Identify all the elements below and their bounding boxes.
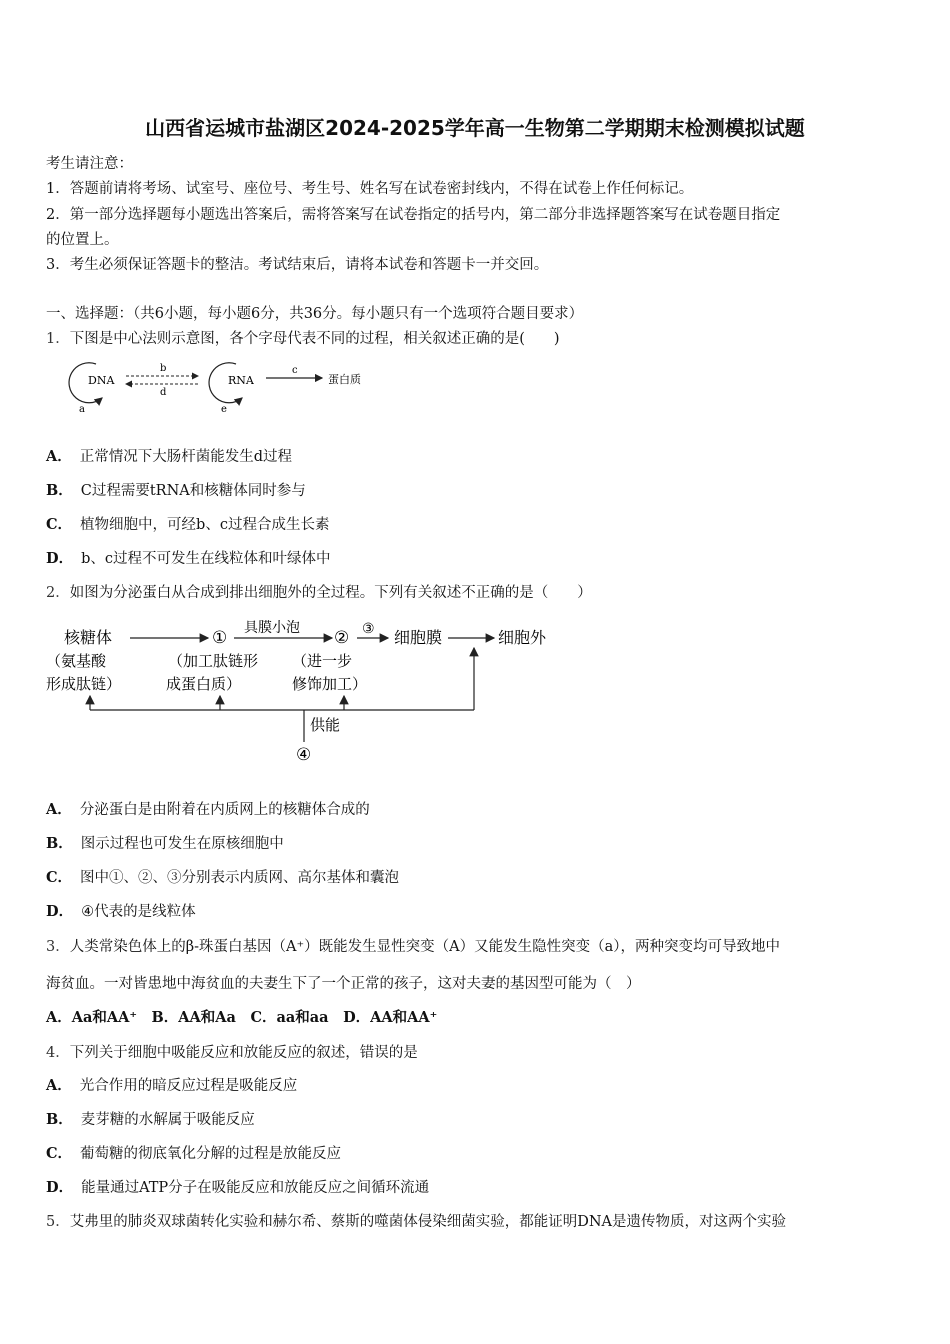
question-number: 1． <box>46 331 70 347</box>
label-a: a <box>79 404 85 415</box>
question-1-stem <box>46 327 560 348</box>
q4-option-b <box>46 1108 255 1129</box>
question-3-stem <box>46 935 780 956</box>
option-text: 图示过程也可发生在原核细胞中 <box>80 836 284 852</box>
question-5-stem <box>46 1210 786 1231</box>
outside-label: 细胞外 <box>498 628 547 647</box>
q2-option-d <box>46 900 196 921</box>
node-3: ③ <box>362 621 375 637</box>
option-text: b、c过程不可发生在线粒体和叶绿体中 <box>81 551 331 567</box>
q2-option-c <box>46 866 399 887</box>
central-dogma-diagram <box>56 352 386 416</box>
section-heading: 一、选择题：（共6小题，每小题6分，共36分。每小题只有一个选项符合题目要求） <box>46 306 584 322</box>
question-text: 如图为分泌蛋白从合成到排出细胞外的全过程。下列有关叙述不正确的是（ ） <box>69 585 592 601</box>
notice-heading: 考生请注意： <box>46 156 133 172</box>
option-letter: D． <box>46 550 74 567</box>
q1-option-c <box>46 513 329 534</box>
ribosome-label: 核糖体 <box>64 628 113 647</box>
label-d: d <box>160 387 167 398</box>
option-letter: B． <box>46 1111 73 1128</box>
option-letter: A． <box>46 448 72 465</box>
question-number: 5． <box>46 1214 70 1230</box>
notice-item-2: 2．第一部分选择题每小题选出答案后，需将答案写在试卷指定的括号内，第二部分非选择题答案写在试卷题目指定 <box>46 207 781 223</box>
question-number: 4． <box>46 1045 70 1061</box>
membrane-label: 细胞膜 <box>394 628 443 647</box>
label-b: b <box>160 363 167 374</box>
q4-option-c <box>46 1142 341 1163</box>
question-4-stem <box>46 1041 418 1062</box>
q1-option-d <box>46 547 330 568</box>
option-letter: A． <box>46 801 72 818</box>
question-text: 人类常染色体上的β-珠蛋白基因（A⁺）既能发生显性突变（A）又能发生隐性突变（a），两种突变均可导致地中 <box>69 939 781 955</box>
secretory-protein-diagram <box>44 616 584 766</box>
label-e: e <box>221 404 227 415</box>
option-text: ④代表的是线粒体 <box>81 904 196 920</box>
energy-label: 供能 <box>310 716 341 734</box>
ribosome-note-1: （氨基酸 <box>46 652 107 670</box>
node-1: ① <box>212 628 228 648</box>
option-letter: C． <box>46 516 73 533</box>
label-c: c <box>292 365 298 376</box>
option-letter: B． <box>46 835 73 852</box>
notice-item-1: 1．答题前请将考场、试室号、座位号、考生号、姓名写在试卷密封线内，不得在试卷上作任何标记。 <box>46 181 694 197</box>
question-text: 下图是中心法则示意图，各个字母代表不同的过程，相关叙述正确的是( ) <box>69 331 560 347</box>
option-text: 光合作用的暗反应过程是吸能反应 <box>79 1078 298 1094</box>
question-text: 下列关于细胞中吸能反应和放能反应的叙述，错误的是 <box>69 1045 418 1061</box>
node-2: ② <box>334 628 350 648</box>
question-3-stem-cont: 海贫血。一对皆患地中海贫血的夫妻生下了一个正常的孩子，这对夫妻的基因型可能为（ ） <box>46 976 641 992</box>
q2-option-a <box>46 798 370 819</box>
option-letter: D． <box>46 1179 74 1196</box>
node-1-note-1: （加工肽链形 <box>168 652 259 670</box>
option-text: 分泌蛋白是由附着在内质网上的核糖体合成的 <box>79 802 370 818</box>
q1-option-b <box>46 479 306 500</box>
option-text: 麦芽糖的水解属于吸能反应 <box>80 1112 255 1128</box>
q3-options: A．Aa和AA⁺ B．AA和Aa C．aa和aa D．AA和AA⁺ <box>46 1009 438 1026</box>
option-text: 能量通过ATP分子在吸能反应和放能反应之间循环流通 <box>81 1180 430 1196</box>
option-text: 图中①、②、③分别表示内质网、高尔基体和囊泡 <box>80 870 400 886</box>
page-title: 山西省运城市盐湖区2024-2025学年高一生物第二学期期末检测模拟试题 <box>145 116 805 140</box>
option-text: C过程需要tRNA和核糖体同时参与 <box>80 483 306 499</box>
option-letter: A． <box>46 1077 72 1094</box>
node-4: ④ <box>296 745 312 765</box>
question-number: 2． <box>46 585 70 601</box>
notice-item-2-cont: 的位置上。 <box>46 232 119 248</box>
vesicle-label: 具膜小泡 <box>244 620 300 636</box>
node-2-note-2: 修饰加工） <box>292 675 368 693</box>
option-letter: C． <box>46 1145 73 1162</box>
dna-label: DNA <box>88 374 115 387</box>
q4-option-a <box>46 1074 297 1095</box>
option-text: 正常情况下大肠杆菌能发生d过程 <box>79 449 293 465</box>
option-text: 植物细胞中，可经b、c过程合成生长素 <box>80 517 330 533</box>
q1-option-a <box>46 445 292 466</box>
option-text: 葡萄糖的彻底氧化分解的过程是放能反应 <box>80 1146 342 1162</box>
option-letter: D． <box>46 903 74 920</box>
node-1-note-2: 成蛋白质） <box>166 675 242 693</box>
question-2-stem <box>46 581 592 602</box>
option-letter: B． <box>46 482 73 499</box>
protein-label: 蛋白质 <box>328 373 361 386</box>
notice-item-3: 3．考生必须保证答题卡的整洁。考试结束后，请将本试卷和答题卡一并交回。 <box>46 257 549 273</box>
node-2-note-1: （进一步 <box>292 652 353 670</box>
option-letter: C． <box>46 869 73 886</box>
rna-label: RNA <box>228 374 254 387</box>
q4-option-d <box>46 1176 429 1197</box>
q2-option-b <box>46 832 284 853</box>
ribosome-note-2: 形成肽链） <box>46 675 122 693</box>
question-text: 艾弗里的肺炎双球菌转化实验和赫尔希、蔡斯的噬菌体侵染细菌实验，都能证明DNA是遗传物质，对这两个实验 <box>69 1214 787 1230</box>
question-number: 3． <box>46 939 70 955</box>
